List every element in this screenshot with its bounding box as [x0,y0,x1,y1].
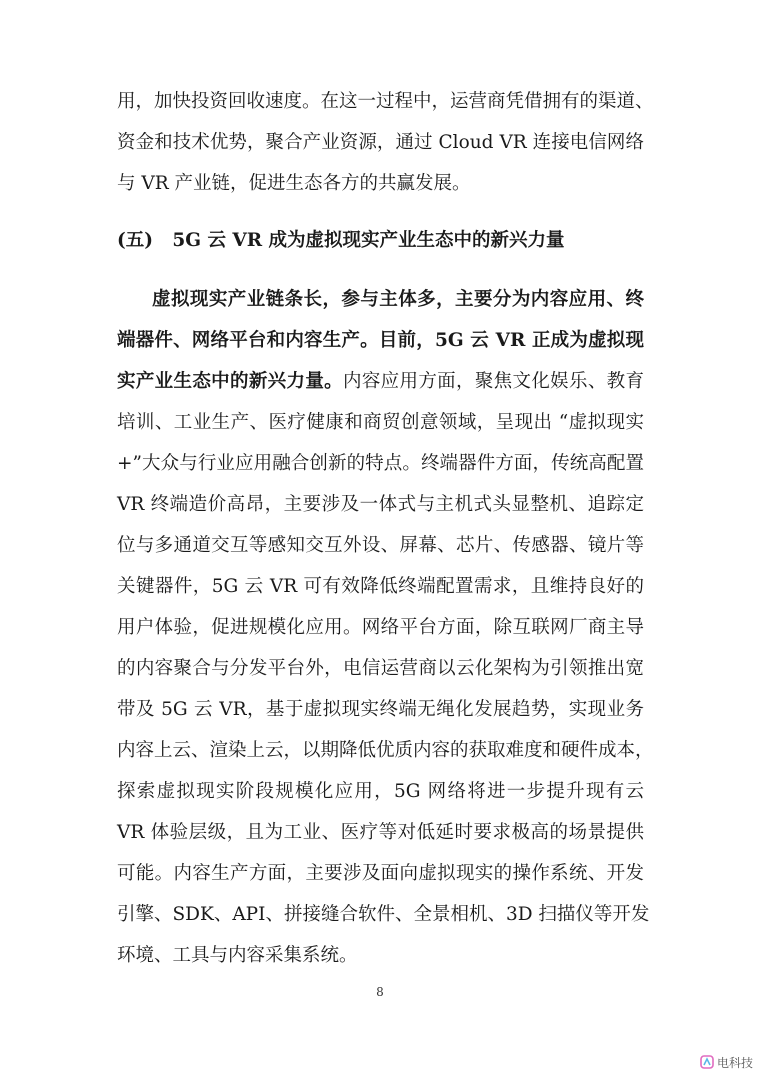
body-text-line: 引擎、SDK、API、拼接缝合软件、全景相机、3D 扫描仪等开发 [117,904,650,925]
section-heading: (五) 5G 云 VR 成为虚拟现实产业生态中的新兴力量 [117,230,565,251]
body-text-line: VR 终端造价高昂，主要涉及一体式与主机式头显整机、追踪定 [117,494,644,515]
body-text-line: 关键器件，5G 云 VR 可有效降低终端配置需求，且维持良好的 [117,576,644,597]
body-text-line: 带及 5G 云 VR，基于虚拟现实终端无绳化发展趋势，实现业务 [117,699,644,720]
body-text-line-mixed [117,369,644,395]
body-text-line: 资金和技术优势，聚合产业资源，通过 Cloud VR 连接电信网络 [117,132,644,153]
regular-run: 内容应用方面，聚焦文化娱乐、教育 [343,371,644,392]
body-text-line: 用户体验，促进规模化应用。网络平台方面，除互联网厂商主导 [117,617,644,638]
watermark [700,1054,753,1070]
body-text-line-bold: 虚拟现实产业链条长，参与主体多，主要分为内容应用、终 [152,289,644,310]
body-text-line: 内容上云、渲染上云，以期降低优质内容的获取难度和硬件成本， [117,740,654,761]
body-text-line: 与 VR 产业链，促进生态各方的共赢发展。 [117,173,471,194]
body-text-line: 探索虚拟现实阶段规模化应用，5G 网络将进一步提升现有云 [117,781,644,802]
bold-run: 实产业生态中的新兴力量。 [117,371,343,392]
body-text-line: +”大众与行业应用融合创新的特点。终端器件方面，传统高配置 [117,453,644,474]
body-text-line: 培训、工业生产、医疗健康和商贸创意领域，呈现出 “虚拟现实 [117,412,644,433]
body-text-line-bold: 端器件、网络平台和内容生产。目前，5G 云 VR 正成为虚拟现 [117,330,644,351]
body-text-line: 的内容聚合与分发平台外，电信运营商以云化架构为引领推出宽 [117,658,644,679]
watermark-text: 电科技 [717,1055,754,1070]
body-text-line: 环境、工具与内容采集系统。 [117,945,358,966]
watermark-logo-icon [700,1055,714,1069]
body-text-line: 可能。内容生产方面，主要涉及面向虚拟现实的操作系统、开发 [117,863,644,884]
page-number: 8 [376,985,384,999]
body-text-line: VR 体验层级，且为工业、医疗等对低延时要求极高的场景提供 [117,822,644,843]
body-text-line: 用，加快投资回收速度。在这一过程中，运营商凭借拥有的渠道、 [117,91,654,112]
body-text-line: 位与多通道交互等感知交互外设、屏幕、芯片、传感器、镜片等 [117,535,644,556]
